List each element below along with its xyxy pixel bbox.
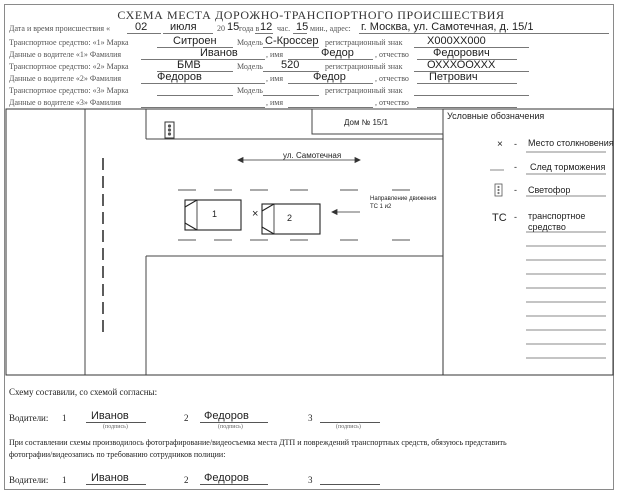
signature-line (200, 422, 268, 423)
driver3-patronymic-label: , отчество (375, 98, 409, 107)
vehicle2-model-label: Модель (237, 62, 263, 71)
traffic-light-legend-icon (495, 184, 502, 196)
hour-label: час. (277, 24, 291, 33)
signature-line (86, 484, 146, 485)
legend-dash: - (514, 212, 517, 222)
driver2-label: Данные о водителе «2» Фамилия (9, 74, 122, 83)
photo-note-1: При составлении схемы производилось фотографирование/видеосъемка места ДТП и повреждений транспортных средств, обязуюсь представить (9, 438, 507, 447)
vehicle1-reg-label: регистрационный знак (325, 38, 403, 47)
driver-num-1: 1 (62, 475, 67, 485)
date-year: 15 (227, 21, 240, 33)
vehicle1-reg: Х000ХХ000 (427, 35, 486, 47)
drivers-label: Водители: (9, 475, 49, 485)
driver1-name: Федор (321, 47, 354, 59)
driver-num-3: 3 (308, 413, 313, 423)
car2-number: 2 (287, 213, 293, 223)
legend-title: Условные обозначения (447, 111, 545, 121)
driver1-name-label: , имя (266, 50, 284, 59)
signature-line (86, 422, 146, 423)
legend-collision-text: Место столкновения (528, 138, 614, 148)
vehicle1-model: С-Кроссер (265, 35, 319, 47)
collision-mark: × (252, 208, 259, 220)
driver3-name-label: , имя (266, 98, 284, 107)
driver2-surname: Федоров (157, 71, 202, 83)
driver2-patronymic: Петрович (429, 71, 478, 83)
driver1-surname: Иванов (200, 47, 238, 59)
street-label: ул. Самотечная (283, 151, 342, 160)
legend-brake-text: След торможения (530, 162, 606, 172)
time-hour: 12 (260, 21, 273, 33)
date-label: Дата и время происшествия « (9, 24, 111, 33)
date-day: 02 (135, 21, 148, 33)
vehicle1-model-label: Модель (237, 38, 263, 47)
legend-dash: - (514, 162, 517, 172)
legend-frame (443, 109, 613, 375)
driver-num-1: 1 (62, 413, 67, 423)
date-month: июля (170, 21, 197, 33)
signature-2: Федоров (204, 472, 249, 484)
legend-collision-symbol: × (497, 139, 503, 150)
driver1-label: Данные о водителе «1» Фамилия (9, 50, 122, 59)
driver2-patronymic-label: , отчество (375, 74, 409, 83)
drivers-label: Водители: (9, 413, 49, 423)
signature-caption: (подпись) (218, 424, 243, 430)
signature-caption: (подпись) (336, 424, 361, 430)
driver3-label: Данные о водителе «3» Фамилия (9, 98, 122, 107)
vehicle3-reg-label: регистрационный знак (325, 86, 403, 95)
legend-vehicle-text: транспортное средство (528, 211, 586, 232)
vehicle1-make: Ситроен (173, 35, 217, 47)
address: г. Москва, ул. Самотечная, д. 15/1 (361, 21, 534, 33)
traffic-light-icon (165, 122, 174, 138)
signature-line (320, 484, 380, 485)
year-prefix: 20 (217, 24, 225, 33)
legend-lines (526, 152, 606, 358)
minute-label: мин., адрес: (310, 24, 351, 33)
house-label: Дом № 15/1 (344, 118, 389, 127)
vehicle3-model-label: Модель (237, 86, 263, 95)
scheme-frame (6, 109, 443, 375)
driver1-patronymic: Федорович (433, 47, 490, 59)
driver-num-2: 2 (184, 475, 189, 485)
signature-line (200, 484, 268, 485)
signature-caption: (подпись) (103, 424, 128, 430)
signature-line (320, 422, 380, 423)
driver-num-3: 3 (308, 475, 313, 485)
vehicle2-reg: ОХХХООХХХ (427, 59, 496, 71)
car1-number: 1 (212, 209, 218, 219)
driver-num-2: 2 (184, 413, 189, 423)
vehicle3-label: Транспортное средство: «3» Марка (9, 86, 129, 95)
time-minute: 15 (296, 21, 309, 33)
legend-dash: - (514, 139, 517, 149)
driver1-patronymic-label: , отчество (375, 50, 409, 59)
driver2-name-label: , имя (266, 74, 284, 83)
vehicle2-model: 520 (281, 59, 300, 71)
signature-1: Иванов (91, 472, 129, 484)
legend-dash: - (514, 185, 517, 195)
direction-label-2: ТС 1 и2 (370, 204, 392, 210)
legend-light-text: Светофор (528, 185, 571, 195)
agreed-text: Схему составили, со схемой согласны: (9, 387, 158, 397)
driver2-name: Федор (313, 71, 346, 83)
vehicle1-label: Транспортное средство: «1» Марка (9, 38, 129, 47)
legend-vehicle-symbol: ТС (492, 212, 507, 224)
vehicle2-label: Транспортное средство: «2» Марка (9, 62, 129, 71)
direction-label-1: Направление движения (370, 196, 437, 202)
vehicle2-make: БМВ (177, 59, 201, 71)
year-suffix: года в (239, 24, 260, 33)
form-title: СХЕМА МЕСТА ДОРОЖНО-ТРАНСПОРТНОГО ПРОИСШЕСТВИЯ (117, 8, 505, 22)
signature-2: Федоров (204, 410, 249, 422)
signature-1: Иванов (91, 410, 129, 422)
direction-arrow (332, 210, 360, 215)
vehicle2-reg-label: регистрационный знак (325, 62, 403, 71)
photo-note-2: фотографии/видеозапись по требованию сотрудников полиции: (9, 450, 226, 459)
